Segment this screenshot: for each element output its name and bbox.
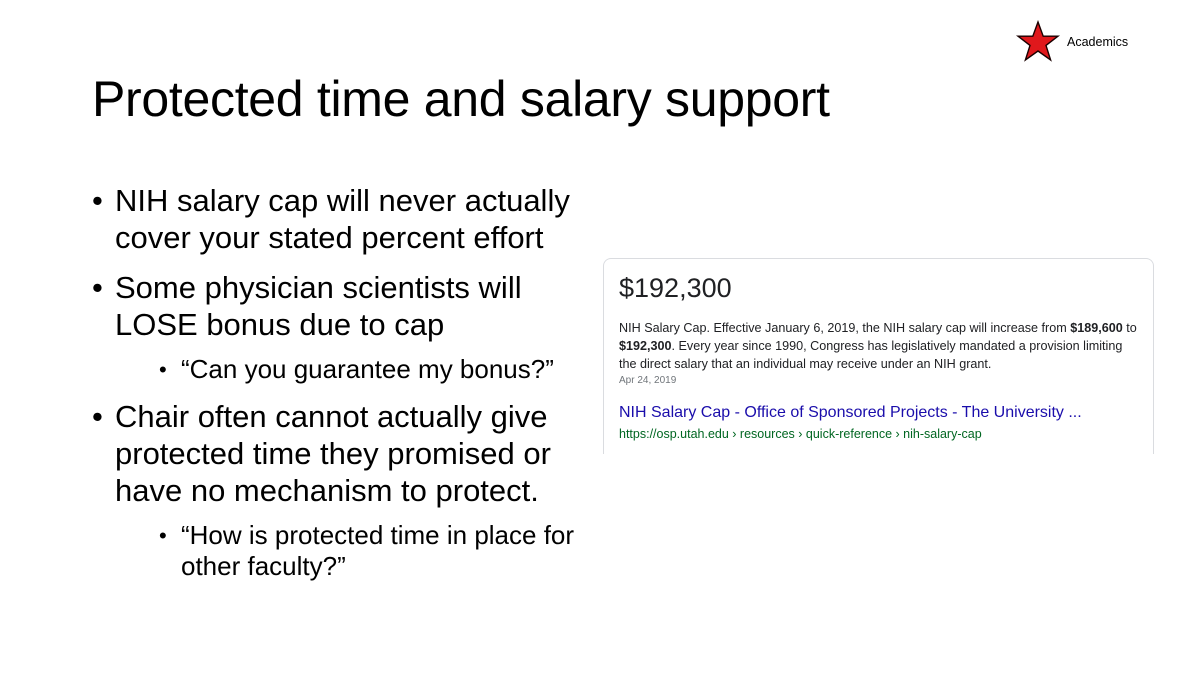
bullet-text: NIH salary cap will never actually cover your stated percent effort (115, 183, 570, 255)
academics-badge (1016, 20, 1128, 64)
snippet-text: NIH Salary Cap. Effective January 6, 2019, the NIH salary cap will increase from (619, 321, 1071, 335)
result-date: Apr 24, 2019 (619, 375, 677, 386)
badge-label: Academics (1067, 35, 1129, 49)
bullet-text: Some physician scientists will LOSE bonus due to cap (115, 270, 522, 342)
search-result-card (603, 258, 1154, 454)
result-snippet (619, 319, 1138, 373)
sub-bullet-text: “Can you guarantee my bonus?” (181, 354, 554, 384)
result-title-link[interactable]: NIH Salary Cap - Office of Sponsored Projects - The University ... (619, 404, 1082, 421)
snippet-old-cap: $189,600 (1070, 321, 1123, 335)
sub-bullet-item (159, 520, 602, 582)
result-url: https://osp.utah.edu › resources › quick-reference › nih-salary-cap (619, 427, 982, 441)
snippet-text: to (1122, 321, 1137, 335)
bullet-list (92, 182, 602, 595)
bullet-text: Chair often cannot actually give protected time they promised or have no mechanism to protect. (115, 399, 551, 508)
bullet-item (92, 269, 602, 385)
bullet-item (92, 398, 602, 582)
sub-bullet-list (115, 354, 602, 385)
slide-title: Protected time and salary support (92, 71, 830, 127)
star-icon (1016, 20, 1060, 64)
bullet-item (92, 182, 602, 256)
featured-amount: $192,300 (619, 273, 732, 303)
sub-bullet-text: “How is protected time in place for other faculty?” (181, 520, 575, 581)
snippet-text: . Every year since 1990, Congress has legislatively mandated a provision limiting the direct salary that an individual may receive under an NIH grant. (619, 339, 1123, 371)
sub-bullet-item (159, 354, 602, 385)
sub-bullet-list (115, 520, 602, 582)
snippet-new-cap: $192,300 (619, 339, 672, 353)
